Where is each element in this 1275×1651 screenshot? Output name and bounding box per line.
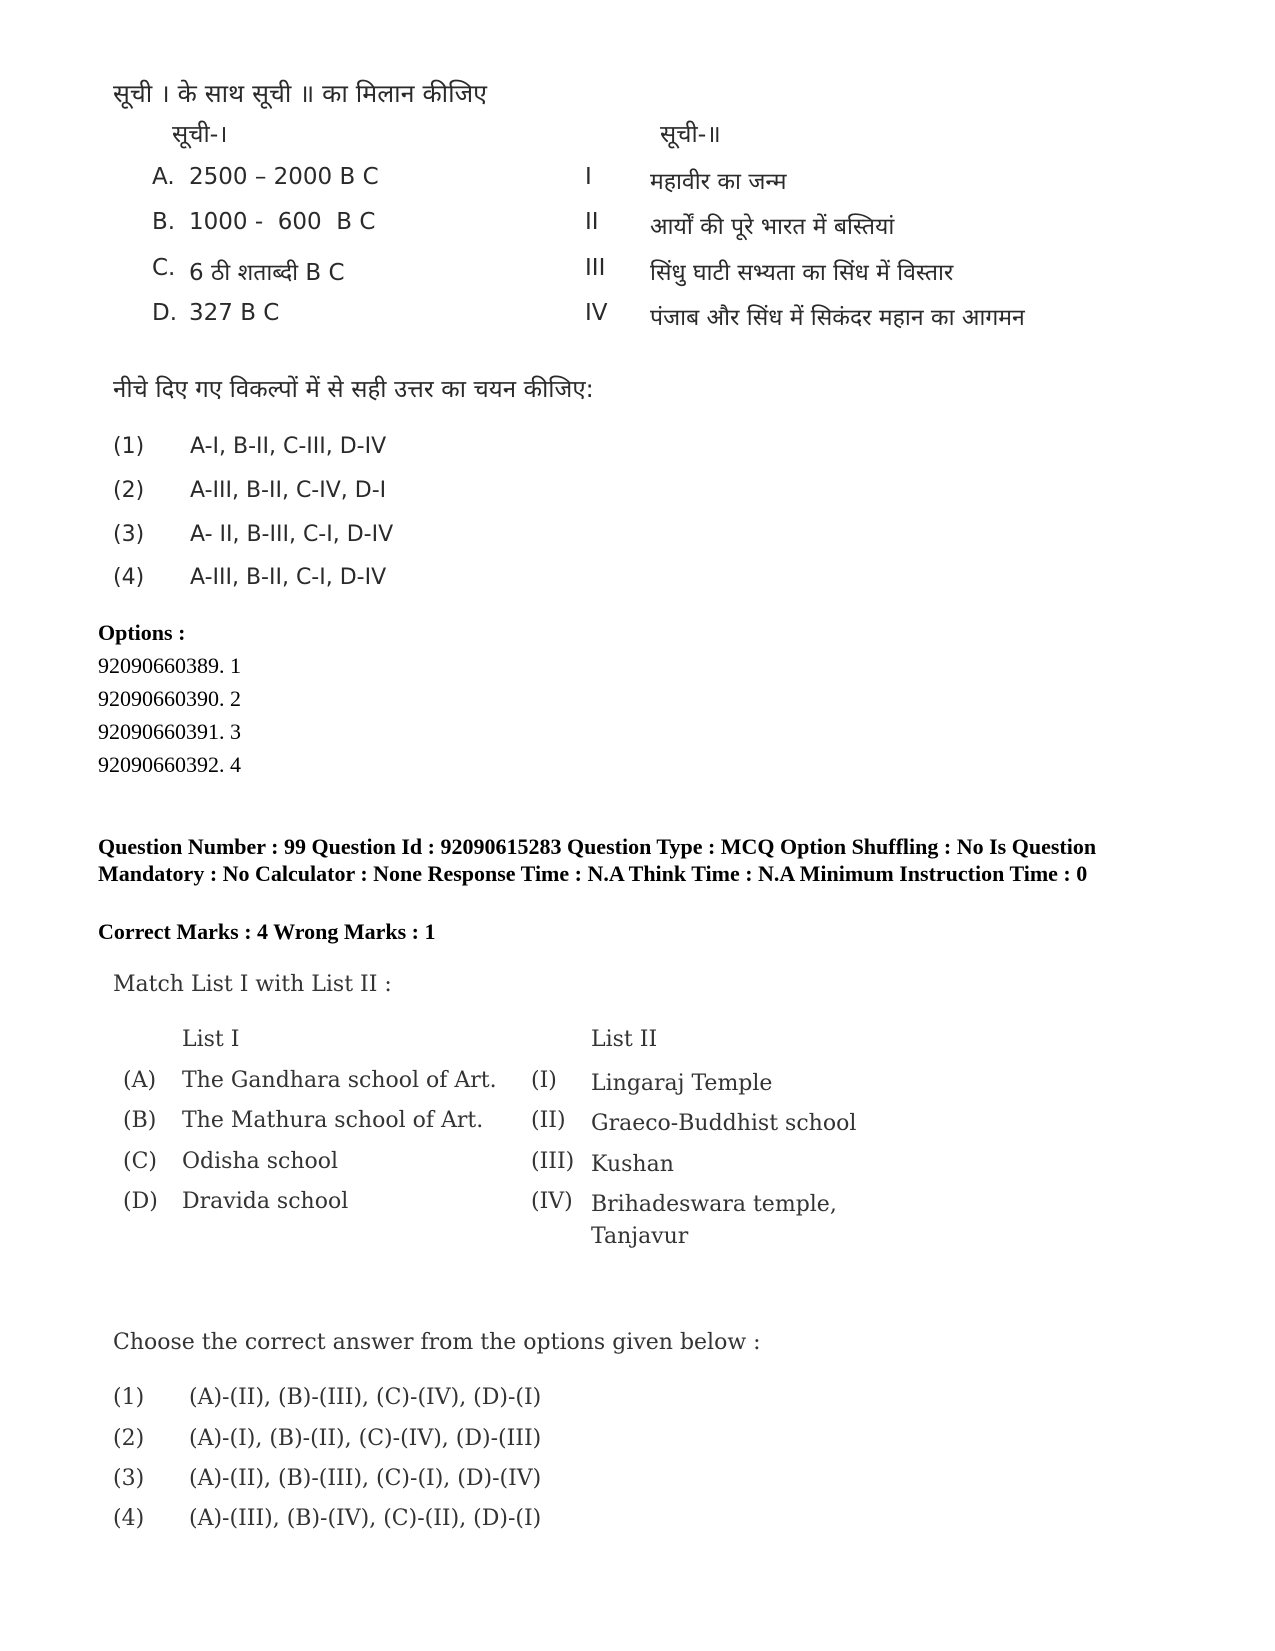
choice-number: (3) — [113, 1466, 145, 1491]
row-item: Odisha school — [182, 1149, 339, 1174]
row-desc: पंजाब और सिंध में सिकंदर महान का आगमन — [650, 305, 1025, 331]
choice-number: (1) — [113, 1385, 145, 1410]
row-desc: महावीर का जन्म — [650, 169, 787, 195]
row-item: 1000 - 600 B C — [189, 209, 376, 235]
row-letter: (B) — [123, 1108, 157, 1133]
hindi-answer-choice — [0, 478, 1275, 514]
row-desc: आर्यों की पूरे भारत में बस्तियां — [650, 214, 895, 240]
option-id-line: 92090660392. 4 — [98, 752, 241, 777]
row-roman: I — [585, 164, 592, 190]
row-roman: IV — [585, 300, 608, 326]
row-letter: (A) — [123, 1068, 157, 1093]
row-roman: (III) — [531, 1149, 575, 1174]
question-marks: Correct Marks : 4 Wrong Marks : 1 — [98, 919, 436, 944]
hindi-answer-choice — [0, 522, 1275, 558]
choice-text: (A)-(III), (B)-(IV), (C)-(II), (D)-(I) — [189, 1506, 542, 1531]
hindi-match-row — [0, 255, 1275, 295]
row-letter: A. — [152, 164, 175, 190]
hindi-choose-instruction: नीचे दिए गए विकल्पों में से सही उत्तर का चयन कीजिए: — [113, 375, 594, 403]
english-choose-instruction: Choose the correct answer from the options given below : — [113, 1330, 761, 1355]
row-desc: Graeco-Buddhist school — [591, 1111, 857, 1136]
option-id-line: 92090660391. 3 — [98, 719, 241, 744]
choice-text: (A)-(II), (B)-(III), (C)-(I), (D)-(IV) — [189, 1466, 542, 1491]
hindi-question-title: सूची । के साथ सूची ॥ का मिलान कीजिए — [113, 79, 488, 108]
choice-text: A-III, B-II, C-IV, D-I — [190, 478, 387, 503]
row-roman: III — [585, 255, 606, 281]
choice-number: (2) — [113, 478, 145, 503]
row-roman: (IV) — [531, 1189, 573, 1214]
hindi-list1-header: सूची-। — [172, 120, 228, 148]
english-question-title: Match List I with List II : — [113, 972, 392, 997]
row-desc: Brihadeswara temple, Tanjavur — [591, 1192, 837, 1249]
choice-text: (A)-(I), (B)-(II), (C)-(IV), (D)-(III) — [189, 1426, 542, 1451]
option-id-line: 92090660390. 2 — [98, 686, 241, 711]
row-item: The Mathura school of Art. — [182, 1108, 484, 1133]
row-roman: (I) — [531, 1068, 557, 1093]
choice-number: (2) — [113, 1426, 145, 1451]
english-list2-header: List II — [591, 1027, 658, 1052]
choice-number: (4) — [113, 565, 145, 590]
hindi-match-row — [0, 300, 1275, 340]
choice-number: (3) — [113, 522, 145, 547]
row-letter: B. — [152, 209, 176, 235]
row-letter: (D) — [123, 1189, 158, 1214]
row-roman: II — [585, 209, 599, 235]
row-roman: (II) — [531, 1108, 566, 1133]
row-item: 6 ठी शताब्दी B C — [189, 260, 345, 286]
english-list1-header: List I — [182, 1027, 240, 1052]
row-letter: C. — [152, 255, 176, 281]
hindi-answer-choice — [0, 565, 1275, 601]
choice-text: (A)-(II), (B)-(III), (C)-(IV), (D)-(I) — [189, 1385, 542, 1410]
hindi-answer-choice — [0, 434, 1275, 470]
choice-number: (1) — [113, 434, 145, 459]
row-letter: (C) — [123, 1149, 157, 1174]
choice-text: A-I, B-II, C-III, D-IV — [190, 434, 387, 459]
row-desc: सिंधु घाटी सभ्यता का सिंध में विस्तार — [650, 260, 954, 286]
row-letter: D. — [152, 300, 178, 326]
choice-text: A-III, B-II, C-I, D-IV — [190, 565, 387, 590]
hindi-match-row — [0, 164, 1275, 204]
options-heading: Options : — [98, 620, 186, 645]
hindi-list2-header: सूची-॥ — [660, 120, 721, 148]
row-item: The Gandhara school of Art. — [182, 1068, 497, 1093]
row-item: 327 B C — [189, 300, 280, 326]
row-item: 2500 – 2000 B C — [189, 164, 379, 190]
row-item: Dravida school — [182, 1189, 349, 1214]
question-metadata: Question Number : 99 Question Id : 92090615283 Question Type : MCQ Option Shuffling : No Is Question Mandatory : No Calculator : None Response Time : N.A Think Time : N.A Minimum Instruction Time : 0 — [98, 834, 1097, 886]
row-desc: Lingaraj Temple — [591, 1071, 773, 1096]
choice-text: A- II, B-III, C-I, D-IV — [190, 522, 394, 547]
hindi-match-row — [0, 209, 1275, 249]
choice-number: (4) — [113, 1506, 145, 1531]
option-id-line: 92090660389. 1 — [98, 653, 241, 678]
row-desc: Kushan — [591, 1152, 674, 1177]
